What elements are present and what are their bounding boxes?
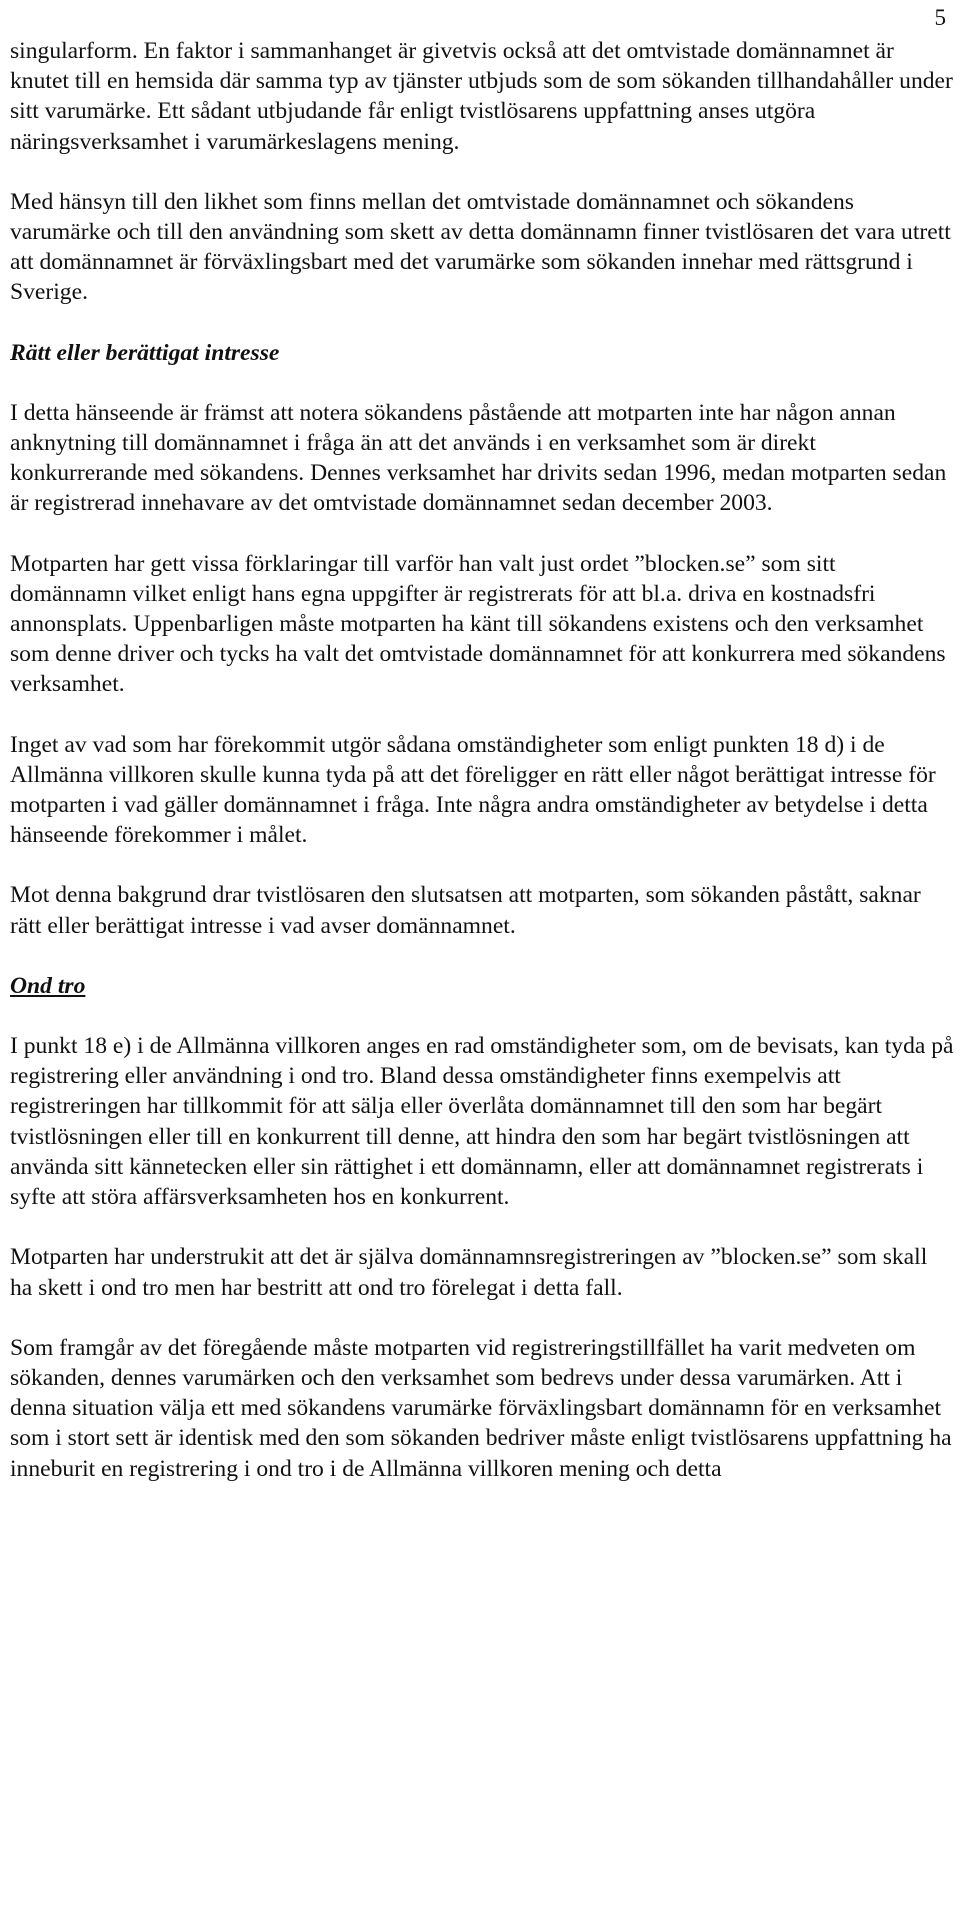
- paragraph-7: I punkt 18 e) i de Allmänna villkoren anges en rad omständigheter som, om de bevisats, kan tyda på registrering eller användning i ond tro. Bland dessa omständigheter finns exempelvis att registreringen har tillkommit för att sälja eller överlåta domännamnet till den som har begärt tvistlösningen eller till en konkurrent till denne, att hindra den som har begärt tvistlösningen att använda sitt kännetecken eller sin rättighet i ett domännamn, eller att domännamnet registrerats i syfte att störa affärsverksamheten hos en konkurrent.: [10, 1033, 954, 1211]
- paragraph-6: Mot denna bakgrund drar tvistlösaren den slutsatsen att motparten, som sökanden påstått, saknar rätt eller berättigat intresse i vad avser domännamnet.: [10, 882, 921, 939]
- paragraph-9: Som framgår av det föregående måste motparten vid registreringstillfället ha varit medveten om sökanden, dennes varumärken och den verksamhet som bedrevs under dessa varumärken. Att i denna situation välja ett med sökandens varumärke förväxlingsbart domännamn för en verksamhet som i stort sett är identisk med den som sökanden bedriver måste enligt tvistlösarens uppfattning ha inneburit en registrering i ond tro i de Allmänna villkoren mening och detta: [10, 1334, 952, 1482]
- paragraph-2: Med hänsyn till den likhet som finns mellan det omtvistade domännamnet och sökandens varumärke och till den användning som skett av detta domännamn finner tvistlösaren det vara utrett att domännamnet är förväxlingsbart med det varumärke som sökanden innehar med rättsgrund i Sverige.: [10, 188, 951, 306]
- paragraph-5: Inget av vad som har förekommit utgör sådana omständigheter som enligt punkten 18 d) i de Allmänna villkoren skulle kunna tyda på att det föreligger en rätt eller något berättigat intresse för motparten i vad gäller domännamnet i fråga. Inte några andra omständigheter av betydelse i detta hänseende förekommer i målet.: [10, 731, 936, 849]
- section-heading-right-or-legitimate-interest: Rätt eller berättigat intresse: [10, 339, 280, 366]
- paragraph-1: singularform. En faktor i sammanhanget är givetvis också att det omtvistade domännamnet är knutet till en hemsida där samma typ av tjänster utbjuds som de som sökanden tillhandahåller under sitt varumärke. Ett sådant utbjudande får enligt tvistlösarens uppfattning anses utgöra näringsverksamhet i varumärkeslagens mening.: [10, 38, 953, 155]
- paragraph-3: I detta hänseende är främst att notera sökandens påstående att motparten inte har någon annan anknytning till domännamnet i fråga än att det används i en verksamhet som är direkt konkurrerande med sökandens. Dennes verksamhet har drivits sedan 1996, medan motparten sedan är registrerad innehavare av det omtvistade domännamnet sedan december 2003.: [10, 399, 947, 517]
- paragraph-8: Motparten har understrukit att det är själva domännamnsregistreringen av ”blocken.se” som skall ha skett i ond tro men har bestritt att ond tro förelegat i detta fall.: [10, 1244, 928, 1301]
- document-page: [10, 0, 954, 1915]
- page-number: 5: [934, 5, 946, 30]
- section-heading-bad-faith: Ond tro: [10, 972, 86, 999]
- paragraph-4: Motparten har gett vissa förklaringar till varför han valt just ordet ”blocken.se” som sitt domännamn vilket enligt hans egna uppgifter är registrerats för att bl.a. driva en kostnadsfri annonsplats. Uppenbarligen måste motparten ha känt till sökandens existens och den verksamhet som denne driver och tycks ha valt det omtvistade domännamnet för att konkurrera med sökandens verksamhet.: [10, 550, 946, 698]
- document-body: [10, 36, 954, 1484]
